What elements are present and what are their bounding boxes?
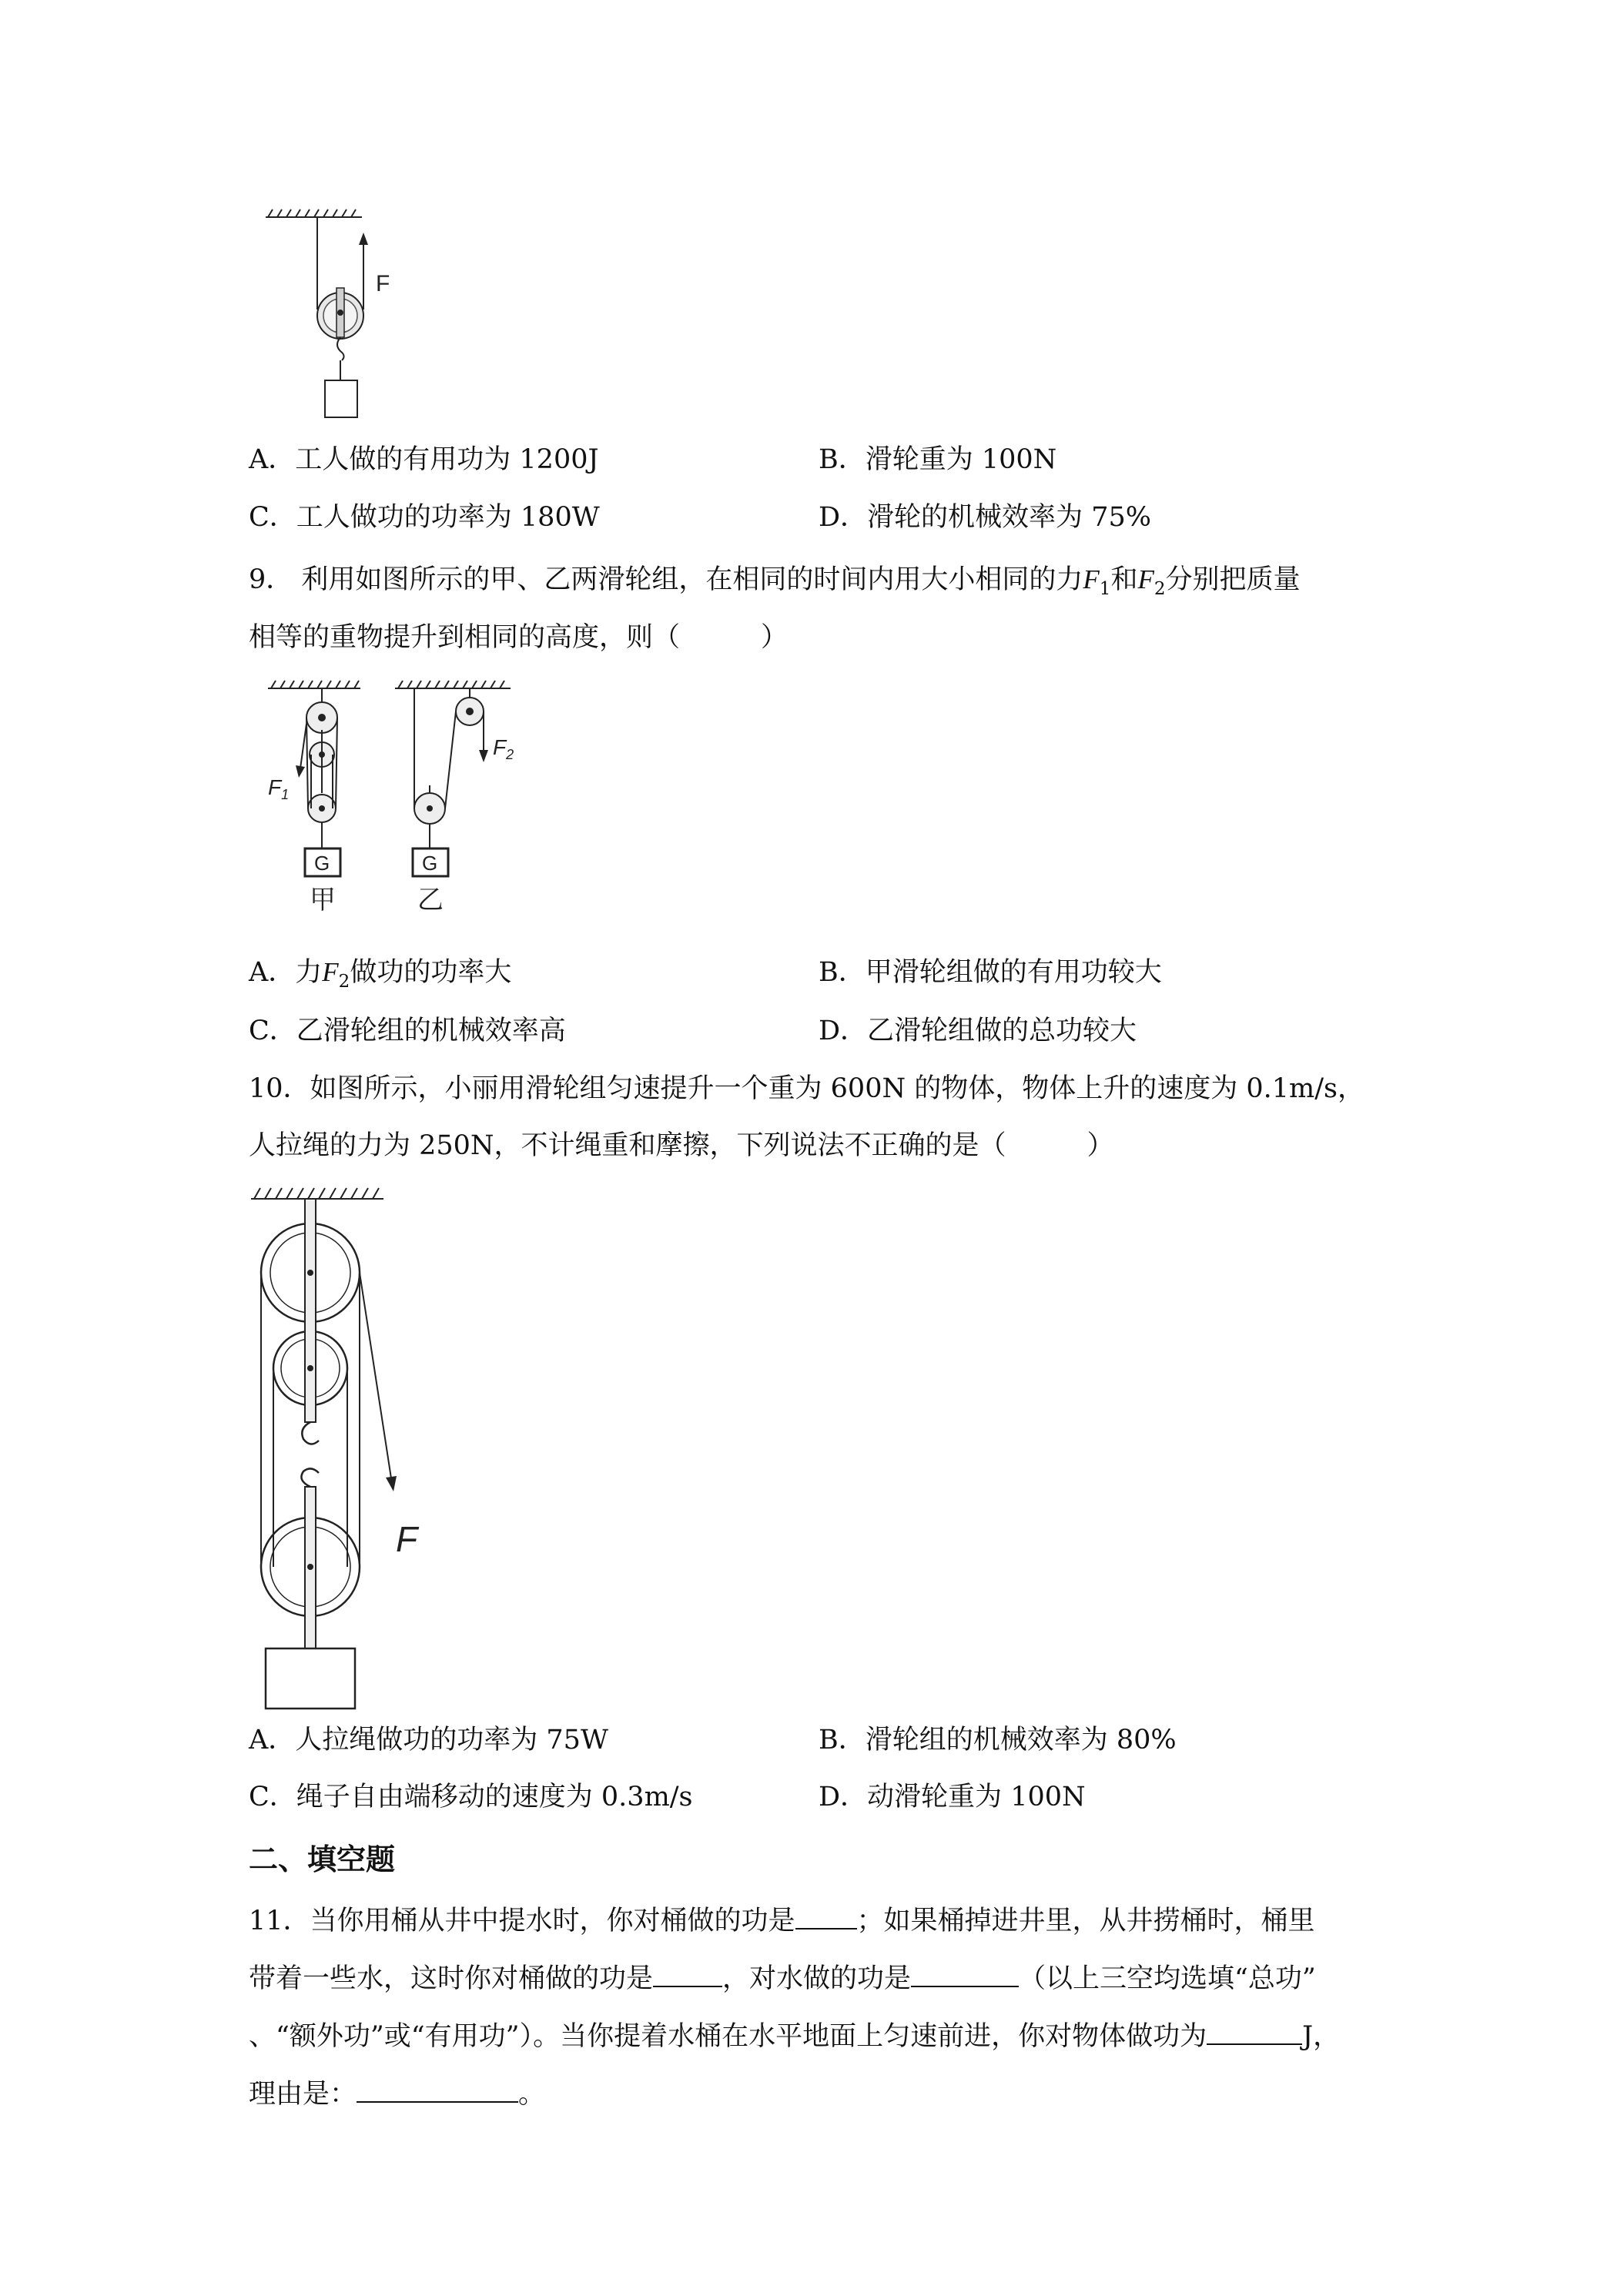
q8-pulley-figure [254, 202, 431, 421]
q11-l4-text-a: 理由是： [249, 2079, 357, 2110]
q10-option-d[interactable]: D．动滑轮重为 100N [819, 1782, 1086, 1812]
q9-option-b[interactable]: B．甲滑轮组做的有用功较大 [819, 957, 1162, 988]
q11-l1-text-a: 11．当你用桶从井中提水时，你对桶做的功是 [249, 1906, 795, 1936]
q10-option-a[interactable]: A．人拉绳做功的功率为 75W [249, 1725, 608, 1755]
q10-pulley-figure [245, 1182, 430, 1713]
q11-blank-5[interactable] [357, 2075, 518, 2103]
q8-force-label: F [376, 271, 390, 296]
q10-force-label: F [396, 1519, 418, 1559]
q11-l1-text-b: ；如果桶掉进井里，从井捞桶时，桶里 [856, 1906, 1315, 1936]
q10-stem-line2: 人拉绳的力为 250N，不计绳重和摩擦，下列说法不正确的是（ ） [249, 1130, 1114, 1161]
q11-l3-text-b: J， [1302, 2021, 1341, 2052]
q11-blank-3[interactable] [911, 1960, 1019, 1987]
q9-stem-line1 [249, 563, 1301, 606]
section-title-fill-in: 二、填空题 [249, 1842, 396, 1876]
q9-fig-f2: F [493, 735, 507, 759]
q9-pulley-figure [245, 678, 553, 939]
q9-stem-line2: 相等的重物提升到相同的高度，则（ ） [249, 622, 789, 653]
q11-l2-text-b: ，对水做的功是 [722, 1963, 912, 1994]
q9-stem-text-b: 分别把质量 [1165, 564, 1301, 595]
q9-option-a-sub: 2 [338, 972, 350, 992]
q8-option-a[interactable]: A．工人做的有用功为 1200J [249, 444, 599, 475]
q9-fig-g-jia: G [314, 852, 330, 875]
q11-line1 [249, 1902, 1315, 1938]
q8-option-b[interactable]: B．滑轮重为 100N [819, 444, 1057, 475]
q9-fig-f1: F [268, 775, 282, 799]
q9-f1-symbol: F [1083, 564, 1100, 594]
q9-f2-sub: 2 [1154, 579, 1166, 599]
svg-text:F2 [493, 735, 514, 762]
q8-option-c[interactable]: C．工人做功的功率为 180W [249, 502, 600, 533]
q9-fig-g-yi: G [422, 852, 438, 875]
q9-fig-jia: 甲 [310, 885, 336, 915]
q11-line3 [249, 2017, 1340, 2053]
q10-stem-line1: 10．如图所示，小丽用滑轮组匀速提升一个重为 600N 的物体，物体上升的速度为 0.1m/s， [249, 1073, 1364, 1104]
q9-fig-yi: 乙 [417, 885, 444, 915]
q11-blank-2[interactable] [653, 1960, 722, 1987]
q11-l2-text-a: 带着一些水，这时你对桶做的功是 [249, 1963, 654, 1994]
q9-f2-symbol: F [1137, 564, 1154, 594]
q10-option-c[interactable]: C．绳子自由端移动的速度为 0.3m/s [249, 1782, 693, 1812]
q11-l2-text-c: （以上三空均选填“总功” [1019, 1963, 1316, 1994]
q10-option-b[interactable]: B．滑轮组的机械效率为 80% [819, 1725, 1177, 1755]
q9-option-a[interactable] [249, 956, 511, 999]
q11-blank-1[interactable] [795, 1902, 857, 1930]
q11-line2 [249, 1960, 1316, 1996]
q8-option-d[interactable]: D．滑轮的机械效率为 75% [819, 502, 1151, 533]
q9-fig-f1-sub: 1 [281, 787, 290, 802]
q9-stem-text-a: 9． 利用如图所示的甲、乙两滑轮组，在相同的时间内用大小相同的力 [249, 564, 1083, 595]
q9-option-a-post: 做功的功率大 [350, 957, 512, 988]
svg-text:F1 [268, 775, 289, 802]
q11-l4-text-b: 。 [518, 2079, 546, 2110]
q9-and: 和 [1110, 564, 1138, 595]
q9-fig-f2-sub: 2 [506, 747, 514, 762]
q9-option-c[interactable]: C．乙滑轮组的机械效率高 [249, 1016, 566, 1046]
q9-option-d[interactable]: D．乙滑轮组做的总功较大 [819, 1016, 1137, 1046]
q9-f1-sub: 1 [1099, 579, 1111, 599]
q11-line4 [249, 2075, 545, 2111]
q11-l3-text-a: 、“额外功”或“有用功”）。当你提着水桶在水平地面上匀速前进，你对物体做功为 [249, 2021, 1207, 2052]
q9-option-a-pre: A．力 [249, 957, 323, 988]
q11-blank-4[interactable] [1207, 2017, 1302, 2045]
q9-option-a-f: F [322, 957, 339, 987]
